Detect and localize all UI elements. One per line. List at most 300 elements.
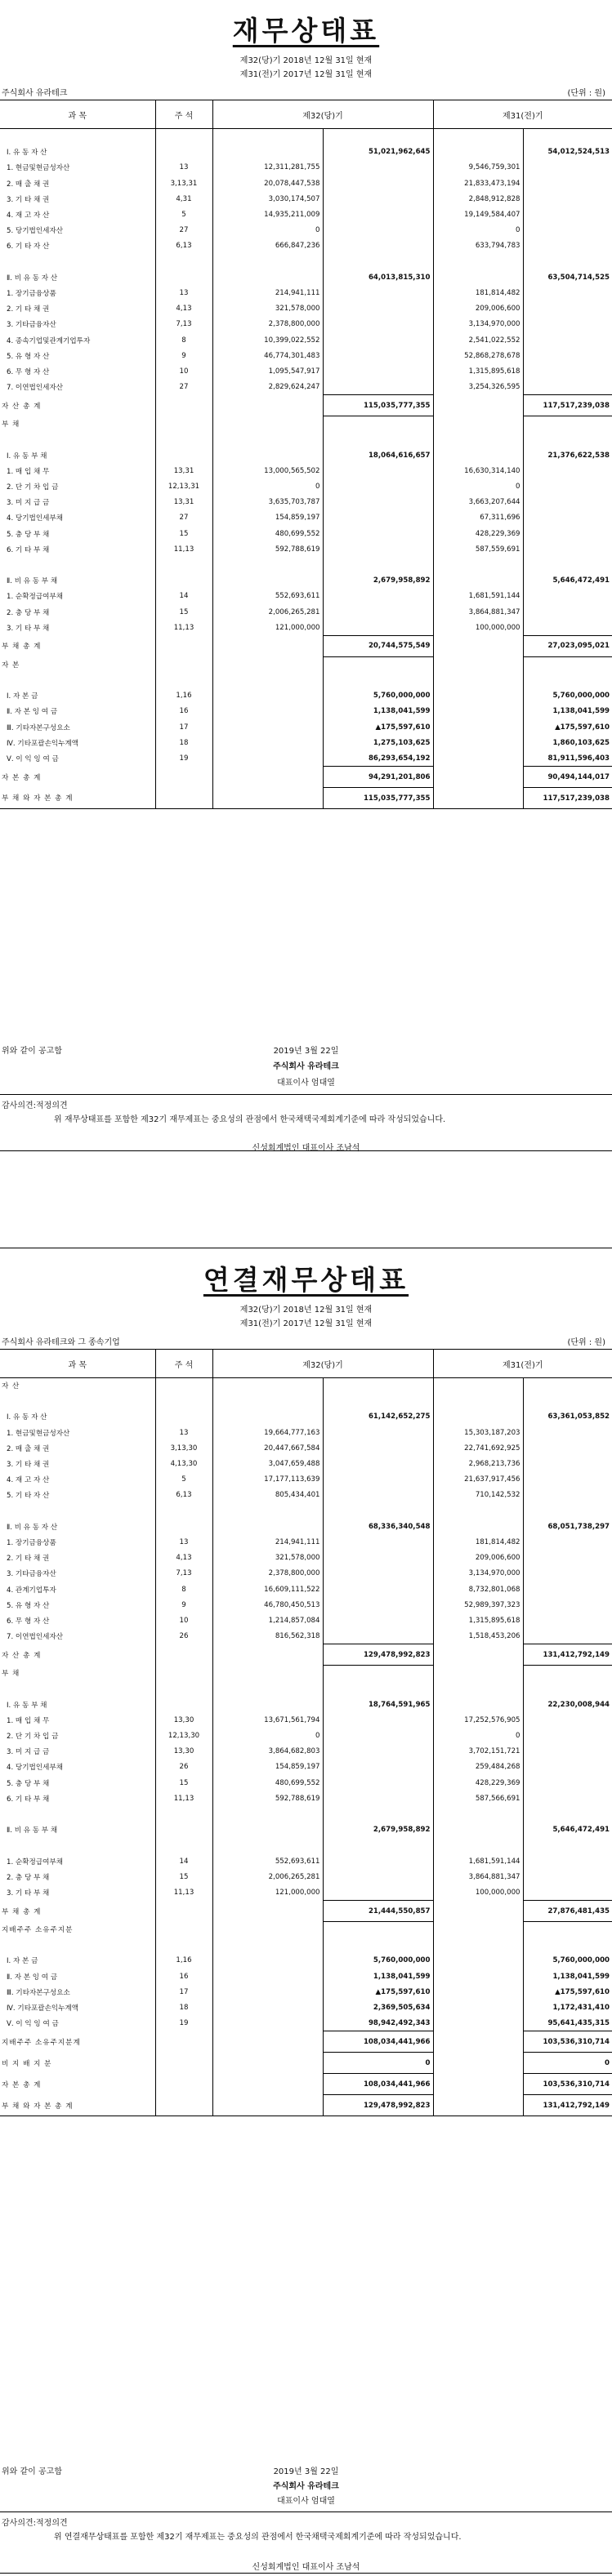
current-detail-value xyxy=(212,2000,323,2015)
previous-detail-value xyxy=(433,1378,523,1394)
previous-detail-value xyxy=(433,2095,523,2116)
spacer-row xyxy=(0,557,612,572)
current-detail-value xyxy=(212,573,323,589)
account-label: 4. 관계기업투자 xyxy=(7,1586,56,1595)
table-row xyxy=(0,1869,612,1884)
current-detail-value xyxy=(212,1901,323,1922)
previous-detail-value xyxy=(433,395,523,416)
current-total-value xyxy=(323,1838,433,1853)
current-detail-value: 1,095,547,917 xyxy=(212,363,323,379)
note-ref: 13 xyxy=(155,1425,212,1440)
note-ref: 4,31 xyxy=(155,191,212,207)
table-row xyxy=(0,541,612,557)
current-detail-value xyxy=(212,432,323,447)
current-total-value: 129,478,992,823 xyxy=(323,2095,433,2116)
previous-detail-value: 710,142,532 xyxy=(433,1488,523,1503)
table-row xyxy=(0,1534,612,1550)
previous-detail-value xyxy=(433,1409,523,1425)
table-row xyxy=(0,1728,612,1743)
note-ref xyxy=(155,1901,212,1922)
account-label: 4. 재 고 자 산 xyxy=(7,1476,50,1485)
current-detail-value: 480,699,552 xyxy=(212,1775,323,1791)
note-ref: 13,31 xyxy=(155,463,212,478)
statement-table xyxy=(0,1349,612,2116)
previous-detail-value: 16,630,314,140 xyxy=(433,463,523,478)
previous-total-value xyxy=(523,160,612,176)
current-detail-value xyxy=(212,719,323,735)
note-ref: 6,13 xyxy=(155,238,212,254)
account-label: Ⅱ. 자 본 잉 여 금 xyxy=(7,708,58,717)
current-total-value xyxy=(323,432,433,447)
note-ref xyxy=(155,573,212,589)
current-total-value xyxy=(323,380,433,395)
note-ref: 17 xyxy=(155,719,212,735)
note-ref xyxy=(155,1806,212,1822)
table-row xyxy=(0,1760,612,1775)
account-label: 1. 현금및현금성자산 xyxy=(7,1429,70,1438)
total-row xyxy=(0,2053,612,2074)
note-ref xyxy=(155,635,212,656)
account-label xyxy=(0,1394,155,1409)
previous-total-value xyxy=(523,301,612,317)
section-row xyxy=(0,1697,612,1712)
table-row xyxy=(0,176,612,191)
current-detail-value: 13,000,565,502 xyxy=(212,463,323,478)
current-detail-value xyxy=(212,2031,323,2053)
total-row xyxy=(0,1901,612,1922)
current-total-value xyxy=(323,1666,433,1681)
account-label: 1. 매 입 채 무 xyxy=(7,467,50,476)
spacer-row xyxy=(0,254,612,269)
current-total-value: 5,760,000,000 xyxy=(323,1953,433,1969)
note-ref: 27 xyxy=(155,510,212,526)
account-label: Ⅲ. 기타자본구성요소 xyxy=(7,723,70,732)
section-row xyxy=(0,750,612,766)
current-detail-value xyxy=(212,1922,323,1938)
current-detail-value: 154,859,197 xyxy=(212,1760,323,1775)
current-total-value xyxy=(323,1884,433,1900)
account-label: 부 채 총 계 xyxy=(2,643,42,652)
current-detail-value xyxy=(212,750,323,766)
current-detail-value: 3,047,659,488 xyxy=(212,1456,323,1471)
note-ref: 1,16 xyxy=(155,688,212,704)
previous-detail-value xyxy=(433,1969,523,1984)
current-total-value xyxy=(323,1394,433,1409)
section-row xyxy=(0,704,612,719)
balance-sheet-document xyxy=(0,0,612,1151)
current-detail-value xyxy=(212,254,323,269)
current-total-value xyxy=(323,495,433,510)
table-row xyxy=(0,1884,612,1900)
previous-total-value xyxy=(523,1534,612,1550)
previous-detail-value xyxy=(433,573,523,589)
note-ref: 19 xyxy=(155,2016,212,2031)
previous-total-value xyxy=(523,1425,612,1440)
previous-total-value xyxy=(523,1853,612,1869)
note-ref: 8 xyxy=(155,1582,212,1597)
previous-detail-value: 3,864,881,347 xyxy=(433,1869,523,1884)
previous-detail-value xyxy=(433,2031,523,2053)
previous-detail-value: 21,833,473,194 xyxy=(433,176,523,191)
note-ref: 13,31 xyxy=(155,495,212,510)
note-ref xyxy=(155,1409,212,1425)
note-ref: 4,13 xyxy=(155,301,212,317)
account-label: Ⅱ. 비 유 동 자 산 xyxy=(7,1523,58,1532)
previous-detail-value: 3,663,207,644 xyxy=(433,495,523,510)
previous-total-value xyxy=(523,1503,612,1519)
previous-total-value xyxy=(523,1582,612,1597)
previous-detail-value xyxy=(433,557,523,572)
account-label: 6. 기 타 부 채 xyxy=(7,545,50,554)
note-ref xyxy=(155,145,212,160)
account-label xyxy=(0,129,155,145)
previous-detail-value: 15,303,187,203 xyxy=(433,1425,523,1440)
previous-total-value xyxy=(523,656,612,672)
previous-total-value xyxy=(523,510,612,526)
current-detail-value xyxy=(212,1969,323,1984)
account-label: 부 채 와 자 본 총 계 xyxy=(0,2095,155,2116)
previous-total-value: 27,023,095,021 xyxy=(523,635,612,656)
previous-total-value xyxy=(523,432,612,447)
previous-total-value: 1,138,041,599 xyxy=(523,1969,612,1984)
note-ref xyxy=(155,2031,212,2053)
account-label: Ⅰ. 자 본 금 xyxy=(7,692,38,701)
current-total-value xyxy=(323,541,433,557)
note-ref: 17 xyxy=(155,1984,212,2000)
document-title: 재무상태표 xyxy=(232,15,380,47)
note-ref: 11,13 xyxy=(155,541,212,557)
account-label xyxy=(0,1838,155,1853)
current-total-value xyxy=(323,332,433,348)
previous-detail-value xyxy=(433,129,523,145)
heading-row xyxy=(0,1922,612,1938)
previous-total-value xyxy=(523,1488,612,1503)
account-label: Ⅴ. 이 익 잉 여 금 xyxy=(7,2020,59,2029)
note-ref: 13,30 xyxy=(155,1712,212,1728)
current-total-value: 51,021,962,645 xyxy=(323,145,433,160)
account-label: 7. 이연법인세자산 xyxy=(7,384,64,393)
heading-row xyxy=(0,416,612,432)
previous-total-value xyxy=(523,416,612,432)
previous-detail-value xyxy=(433,254,523,269)
note-ref xyxy=(155,673,212,688)
note-ref: 15 xyxy=(155,1869,212,1884)
note-ref: 26 xyxy=(155,1760,212,1775)
note-ref: 11,13 xyxy=(155,620,212,635)
account-label xyxy=(0,673,155,688)
note-ref xyxy=(155,269,212,285)
previous-detail-value: 2,968,213,736 xyxy=(433,1456,523,1471)
previous-total-value: 1,138,041,599 xyxy=(523,704,612,719)
previous-detail-value xyxy=(433,447,523,463)
table-header-row xyxy=(0,100,612,129)
current-total-value xyxy=(323,1613,433,1628)
note-ref: 9 xyxy=(155,1597,212,1613)
account-label: 1. 순확정급여부채 xyxy=(7,1857,64,1866)
table-row xyxy=(0,238,612,254)
current-total-value xyxy=(323,285,433,300)
current-detail-value xyxy=(212,1806,323,1822)
table-row xyxy=(0,317,612,332)
current-detail-value: 480,699,552 xyxy=(212,526,323,541)
note-ref xyxy=(155,2074,212,2095)
account-label: 부 채 xyxy=(2,1670,20,1679)
previous-detail-value xyxy=(433,1519,523,1534)
section-row xyxy=(0,719,612,735)
current-total-value xyxy=(323,1456,433,1471)
header-meta xyxy=(0,1334,612,1349)
current-detail-value xyxy=(212,656,323,672)
previous-total-value xyxy=(523,1456,612,1471)
current-total-value: 64,013,815,310 xyxy=(323,269,433,285)
current-detail-value: 121,000,000 xyxy=(212,1884,323,1900)
note-ref: 15 xyxy=(155,1775,212,1791)
table-body xyxy=(0,129,612,809)
footer-date: 2019년 3월 22일 xyxy=(273,2467,339,2476)
previous-detail-value xyxy=(433,735,523,750)
account-label: 5. 충 당 부 채 xyxy=(7,1779,50,1788)
table-row xyxy=(0,1488,612,1503)
current-detail-value xyxy=(212,1681,323,1697)
current-total-value: ▲175,597,610 xyxy=(323,719,433,735)
current-detail-value: 592,788,619 xyxy=(212,1791,323,1806)
current-detail-value: 214,941,111 xyxy=(212,1534,323,1550)
previous-detail-value xyxy=(433,145,523,160)
current-total-value xyxy=(323,463,433,478)
previous-detail-value: 181,814,482 xyxy=(433,1534,523,1550)
section-row xyxy=(0,735,612,750)
table-row xyxy=(0,620,612,635)
current-total-value: 115,035,777,355 xyxy=(323,788,433,809)
current-total-value xyxy=(323,1853,433,1869)
spacer-row xyxy=(0,1394,612,1409)
account-label: Ⅱ. 비 유 동 부 채 xyxy=(7,577,58,586)
current-total-value xyxy=(323,1472,433,1488)
previous-total-value xyxy=(523,1629,612,1644)
company-name: 주식회사 유라테크 xyxy=(2,89,68,98)
previous-detail-value xyxy=(433,1806,523,1822)
account-label: Ⅰ. 자 본 금 xyxy=(7,1957,38,1966)
previous-detail-value: 3,254,326,595 xyxy=(433,380,523,395)
account-label: 3. 기타금융자산 xyxy=(7,1570,56,1579)
note-ref: 14 xyxy=(155,1853,212,1869)
table-row xyxy=(0,160,612,176)
current-total-value xyxy=(323,1728,433,1743)
footer-notice: 위와 같이 공고함 xyxy=(2,1047,62,1056)
previous-total-value xyxy=(523,363,612,379)
account-label: 자 본 총 계 xyxy=(2,2080,42,2089)
current-total-value: 18,764,591,965 xyxy=(323,1697,433,1712)
previous-total-value xyxy=(523,463,612,478)
previous-total-value xyxy=(523,1597,612,1613)
note-ref xyxy=(155,1378,212,1394)
note-ref: 10 xyxy=(155,1613,212,1628)
period-previous: 제31(전)기 2017년 12월 31일 현재 xyxy=(239,1319,373,1328)
account-label: 6. 무 형 자 산 xyxy=(7,1617,50,1626)
table-row xyxy=(0,285,612,300)
table-header-row xyxy=(0,1350,612,1378)
section-row xyxy=(0,2000,612,2015)
previous-total-value: 131,412,792,149 xyxy=(523,2095,612,2116)
table-row xyxy=(0,1425,612,1440)
current-detail-value xyxy=(212,1394,323,1409)
account-label: 3. 기 타 부 채 xyxy=(7,1889,50,1898)
section-row xyxy=(0,2016,612,2031)
current-detail-value xyxy=(212,1822,323,1838)
note-ref: 1,16 xyxy=(155,1953,212,1969)
table-row xyxy=(0,1472,612,1488)
current-total-value xyxy=(323,1681,433,1697)
current-total-value xyxy=(323,526,433,541)
table-row xyxy=(0,478,612,494)
current-total-value: 115,035,777,355 xyxy=(323,395,433,416)
current-total-value xyxy=(323,1760,433,1775)
account-label: 2. 매 출 채 권 xyxy=(7,1444,50,1453)
previous-total-value xyxy=(523,673,612,688)
previous-total-value xyxy=(523,620,612,635)
current-total-value: 94,291,201,806 xyxy=(323,767,433,788)
current-detail-value: 0 xyxy=(212,223,323,238)
previous-detail-value xyxy=(433,416,523,432)
previous-detail-value: 9,546,759,301 xyxy=(433,160,523,176)
previous-detail-value: 209,006,600 xyxy=(433,1550,523,1566)
current-total-value: 0 xyxy=(323,2053,433,2074)
previous-total-value xyxy=(523,254,612,269)
note-ref: 27 xyxy=(155,223,212,238)
period-current: 제32(당)기 2018년 12월 31일 현재 xyxy=(239,56,373,65)
current-total-value xyxy=(323,176,433,191)
current-detail-value: 3,864,682,803 xyxy=(212,1744,323,1760)
table-row xyxy=(0,207,612,222)
account-label: 2. 기 타 채 권 xyxy=(7,1555,50,1564)
previous-detail-value: 259,484,268 xyxy=(433,1760,523,1775)
current-detail-value: 321,578,000 xyxy=(212,301,323,317)
account-label: 부 채 와 자 본 총 계 xyxy=(0,788,155,809)
table-row xyxy=(0,1582,612,1597)
current-total-value: 1,138,041,599 xyxy=(323,704,433,719)
account-label: 2. 단 기 차 입 금 xyxy=(7,1733,59,1742)
current-total-value xyxy=(323,1582,433,1597)
current-detail-value: 2,378,800,000 xyxy=(212,317,323,332)
previous-detail-value xyxy=(433,788,523,809)
account-label: 자 본 총 계 xyxy=(2,773,42,782)
audit-opinion-box xyxy=(0,2511,612,2574)
table-row xyxy=(0,363,612,379)
previous-detail-value xyxy=(433,719,523,735)
previous-detail-value: 3,864,881,347 xyxy=(433,604,523,620)
current-total-value: 2,679,958,892 xyxy=(323,1822,433,1838)
account-label xyxy=(0,557,155,572)
account-label: 1. 장기금융상품 xyxy=(7,289,56,298)
current-detail-value xyxy=(212,1697,323,1712)
account-label xyxy=(0,1938,155,1953)
note-ref: 12,13,30 xyxy=(155,1728,212,1743)
table-row xyxy=(0,1775,612,1791)
current-detail-value xyxy=(212,704,323,719)
table-row xyxy=(0,1566,612,1582)
current-detail-value: 816,562,318 xyxy=(212,1629,323,1644)
current-detail-value xyxy=(212,129,323,145)
previous-detail-value xyxy=(433,1901,523,1922)
previous-detail-value: 17,252,576,905 xyxy=(433,1712,523,1728)
previous-detail-value xyxy=(433,269,523,285)
current-detail-value xyxy=(212,269,323,285)
heading-row xyxy=(0,1378,612,1394)
account-label: 3. 기타금융자산 xyxy=(7,321,56,330)
note-ref: 3,13,31 xyxy=(155,176,212,191)
header-meta xyxy=(0,85,612,100)
previous-detail-value xyxy=(433,1644,523,1666)
footer-company: 주식회사 유라테크 xyxy=(273,1062,339,1071)
note-ref: 7,13 xyxy=(155,1566,212,1582)
current-total-value xyxy=(323,1425,433,1440)
account-label xyxy=(0,1503,155,1519)
previous-detail-value: 0 xyxy=(433,478,523,494)
previous-total-value: 21,376,622,538 xyxy=(523,447,612,463)
previous-detail-value xyxy=(433,1922,523,1938)
current-detail-value: 552,693,611 xyxy=(212,1853,323,1869)
previous-total-value xyxy=(523,1775,612,1791)
current-detail-value xyxy=(212,2074,323,2095)
note-ref: 13 xyxy=(155,285,212,300)
current-detail-value xyxy=(212,2016,323,2031)
table-row xyxy=(0,191,612,207)
previous-total-value xyxy=(523,1791,612,1806)
table-row xyxy=(0,1744,612,1760)
account-label: 4. 당기법인세부채 xyxy=(7,1764,64,1773)
note-ref: 5 xyxy=(155,1472,212,1488)
spacer-row xyxy=(0,432,612,447)
previous-total-value: 5,760,000,000 xyxy=(523,1953,612,1969)
current-total-value xyxy=(323,1488,433,1503)
current-total-value xyxy=(323,1869,433,1884)
previous-detail-value: 1,315,895,618 xyxy=(433,1613,523,1628)
note-ref: 18 xyxy=(155,735,212,750)
current-detail-value xyxy=(212,145,323,160)
previous-total-value xyxy=(523,1550,612,1566)
current-detail-value: 2,006,265,281 xyxy=(212,604,323,620)
previous-total-value xyxy=(523,129,612,145)
previous-detail-value: 8,732,801,068 xyxy=(433,1582,523,1597)
footer-representative: 대표이사 엄대열 xyxy=(277,2497,335,2506)
previous-total-value xyxy=(523,332,612,348)
table-body xyxy=(0,1378,612,2116)
table-row xyxy=(0,526,612,541)
footer-date: 2019년 3월 22일 xyxy=(273,1047,339,1056)
current-total-value xyxy=(323,656,433,672)
spacer-row xyxy=(0,1806,612,1822)
current-total-value xyxy=(323,1791,433,1806)
period-current: 제32(당)기 2018년 12월 31일 현재 xyxy=(239,1306,373,1315)
company-name: 주식회사 유라테크와 그 종속기업 xyxy=(2,1338,120,1347)
note-ref xyxy=(155,1938,212,1953)
current-total-value xyxy=(323,1440,433,1456)
current-detail-value: 214,941,111 xyxy=(212,285,323,300)
total-row xyxy=(0,395,612,416)
col-header-current: 제32(당)기 xyxy=(212,1350,433,1378)
note-ref xyxy=(155,767,212,788)
previous-total-value: 5,646,472,491 xyxy=(523,573,612,589)
account-label: Ⅱ. 자 본 잉 여 금 xyxy=(7,1973,58,1982)
current-total-value xyxy=(323,1629,433,1644)
current-total-value: 20,744,575,549 xyxy=(323,635,433,656)
section-row xyxy=(0,688,612,704)
note-ref xyxy=(155,447,212,463)
table-row xyxy=(0,223,612,238)
total-row xyxy=(0,2031,612,2053)
previous-total-value: 63,361,053,852 xyxy=(523,1409,612,1425)
current-total-value xyxy=(323,363,433,379)
